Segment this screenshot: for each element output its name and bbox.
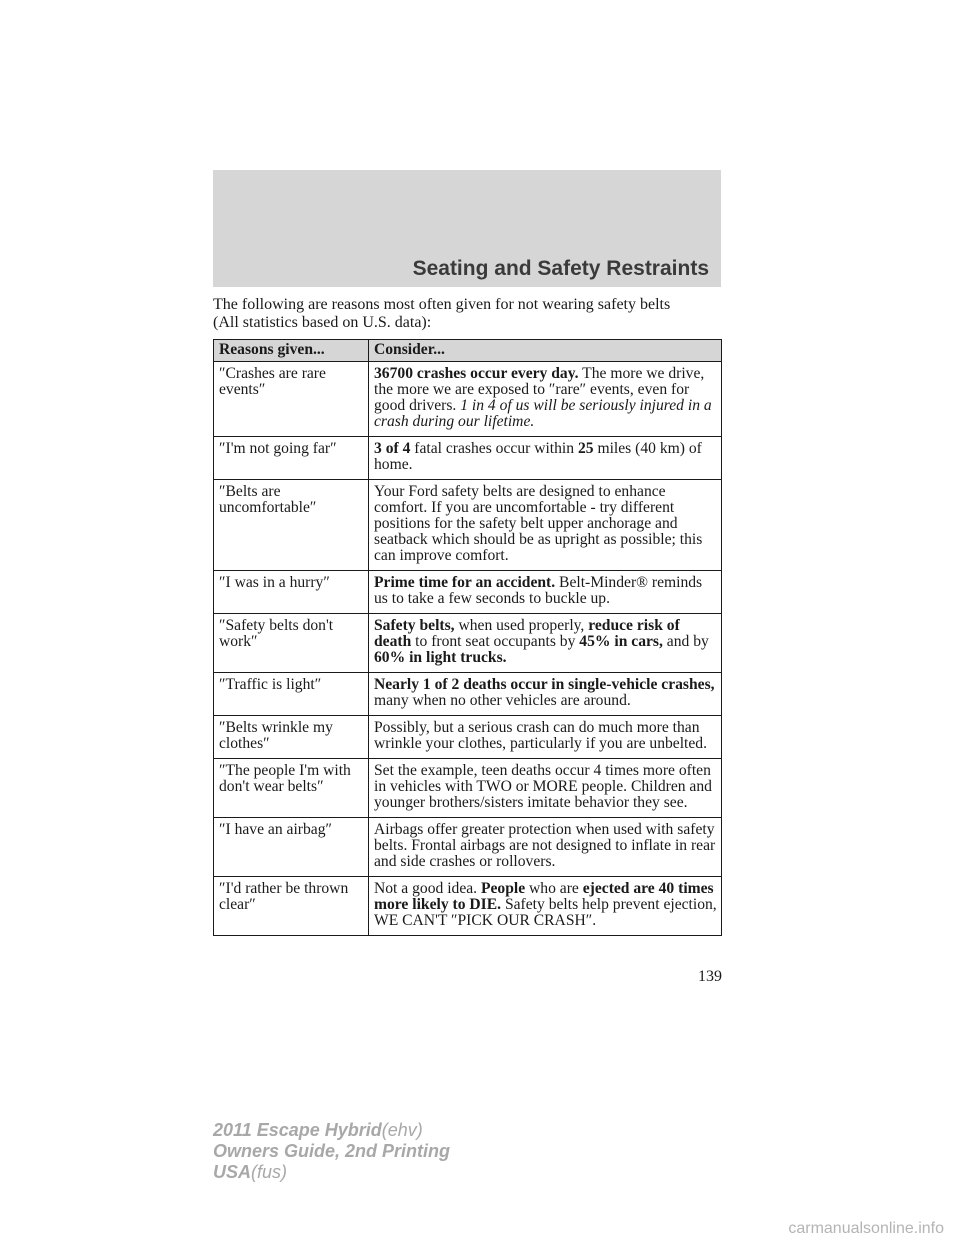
page-number: 139 xyxy=(698,968,722,985)
consider-cell xyxy=(369,437,722,480)
consider-cell xyxy=(369,716,722,759)
table-row xyxy=(214,571,722,614)
consider-text-segment: Safety belts help prevent ejection, WE CAN'T ″PICK OUR CRASH″. xyxy=(374,896,717,929)
consider-text-segment: 36700 crashes occur every day. xyxy=(374,365,579,382)
consider-text-segment: and by xyxy=(662,633,709,650)
reason-cell: ″Traffic is light″ xyxy=(214,673,369,716)
column-header-consider: Consider... xyxy=(369,340,722,362)
reasons-table xyxy=(213,339,722,936)
consider-text-segment: reduce risk of death xyxy=(374,617,680,650)
table-row xyxy=(214,673,722,716)
table-body xyxy=(214,362,722,936)
table-row xyxy=(214,614,722,673)
consider-cell xyxy=(369,877,722,936)
consider-cell xyxy=(369,362,722,437)
section-title: Seating and Safety Restraints xyxy=(412,257,709,280)
column-header-reasons: Reasons given... xyxy=(214,340,369,362)
consider-text-segment: when used properly, xyxy=(454,617,589,634)
intro-line-1: The following are reasons most often given for not wearing safety belts xyxy=(213,296,671,313)
reason-cell: ″Safety belts don't work″ xyxy=(214,614,369,673)
consider-cell xyxy=(369,614,722,673)
consider-text-segment: Airbags offer greater protection when used with safety belts. Frontal airbags are not designed to inflate in rear and side crashes or rollovers. xyxy=(374,821,716,870)
footer-imprint xyxy=(213,1120,450,1183)
consider-text-segment: many when no other vehicles are around. xyxy=(374,692,631,709)
consider-text-segment: Prime time for an accident. xyxy=(374,574,556,591)
consider-cell xyxy=(369,818,722,877)
table-row xyxy=(214,877,722,936)
section-header-band xyxy=(213,170,721,287)
table-row xyxy=(214,759,722,818)
reason-cell: ″Belts are uncomfortable″ xyxy=(214,480,369,571)
table-row xyxy=(214,437,722,480)
consider-text-segment: Safety belts, xyxy=(374,617,455,634)
reason-cell: ″Crashes are rare events″ xyxy=(214,362,369,437)
footer-model: 2011 Escape Hybrid xyxy=(213,1120,382,1140)
consider-text-segment: ejected are 40 times more likely to DIE. xyxy=(374,880,714,913)
consider-text-segment: to front seat occupants by xyxy=(411,633,580,650)
table-row xyxy=(214,480,722,571)
intro-paragraph xyxy=(213,296,733,332)
reason-cell: ″I'd rather be thrown clear″ xyxy=(214,877,369,936)
consider-cell xyxy=(369,673,722,716)
reason-cell: ″I have an airbag″ xyxy=(214,818,369,877)
consider-text-segment: Set the example, teen deaths occur 4 times more often in vehicles with TWO or MORE people. Children and younger brothers/sisters imitate behavior they see. xyxy=(374,762,712,811)
consider-text-segment: 60% in light trucks. xyxy=(374,649,507,666)
consider-text-segment: 25 xyxy=(577,440,594,457)
consider-cell xyxy=(369,571,722,614)
consider-cell xyxy=(369,480,722,571)
consider-text-segment: who are xyxy=(525,880,583,897)
footer-guide-edition: Owners Guide, 2nd Printing xyxy=(213,1141,451,1161)
consider-text-segment: 45% in cars, xyxy=(579,633,663,650)
consider-text-segment: fatal crashes occur within xyxy=(410,440,578,457)
consider-text-segment: The more we drive, the more we are exposed to ″rare″ events, even for good drivers. xyxy=(374,365,705,414)
consider-text-segment: 3 of 4 xyxy=(374,440,411,457)
consider-text-segment: 1 in 4 of us will be seriously injured in a crash during our lifetime. xyxy=(374,397,712,430)
reason-cell: ″Belts wrinkle my clothes″ xyxy=(214,716,369,759)
table-header-row xyxy=(214,340,722,362)
reason-cell: ″I was in a hurry″ xyxy=(214,571,369,614)
consider-text-segment: Not a good idea. xyxy=(374,880,481,897)
table-row xyxy=(214,818,722,877)
reason-cell: ″The people I'm with don't wear belts″ xyxy=(214,759,369,818)
consider-text-segment: Your Ford safety belts are designed to enhance comfort. If you are uncomfortable - try different positions for the safety belt upper anchorage and seatback which should be as upright as possible; this can improve comfort. xyxy=(374,483,703,564)
intro-line-2: (All statistics based on U.S. data): xyxy=(213,314,432,331)
reason-cell: ″I'm not going far″ xyxy=(214,437,369,480)
consider-text-segment: People xyxy=(480,880,526,897)
watermark: carmanualsonline.info xyxy=(788,1220,944,1237)
table-row xyxy=(214,716,722,759)
footer-market-code: (fus) xyxy=(251,1162,288,1182)
consider-text-segment: Nearly 1 of 2 deaths occur in single-vehicle crashes, xyxy=(374,676,715,693)
table-row xyxy=(214,362,722,437)
footer-model-code: (ehv) xyxy=(381,1120,423,1140)
consider-text-segment: Belt-Minder® reminds us to take a few seconds to buckle up. xyxy=(374,574,703,607)
consider-text-segment: miles (40 km) of home. xyxy=(374,440,702,473)
consider-text-segment: Possibly, but a serious crash can do much more than wrinkle your clothes, particularly if you are unbelted. xyxy=(374,719,707,752)
consider-cell xyxy=(369,759,722,818)
footer-market: USA xyxy=(213,1162,252,1182)
